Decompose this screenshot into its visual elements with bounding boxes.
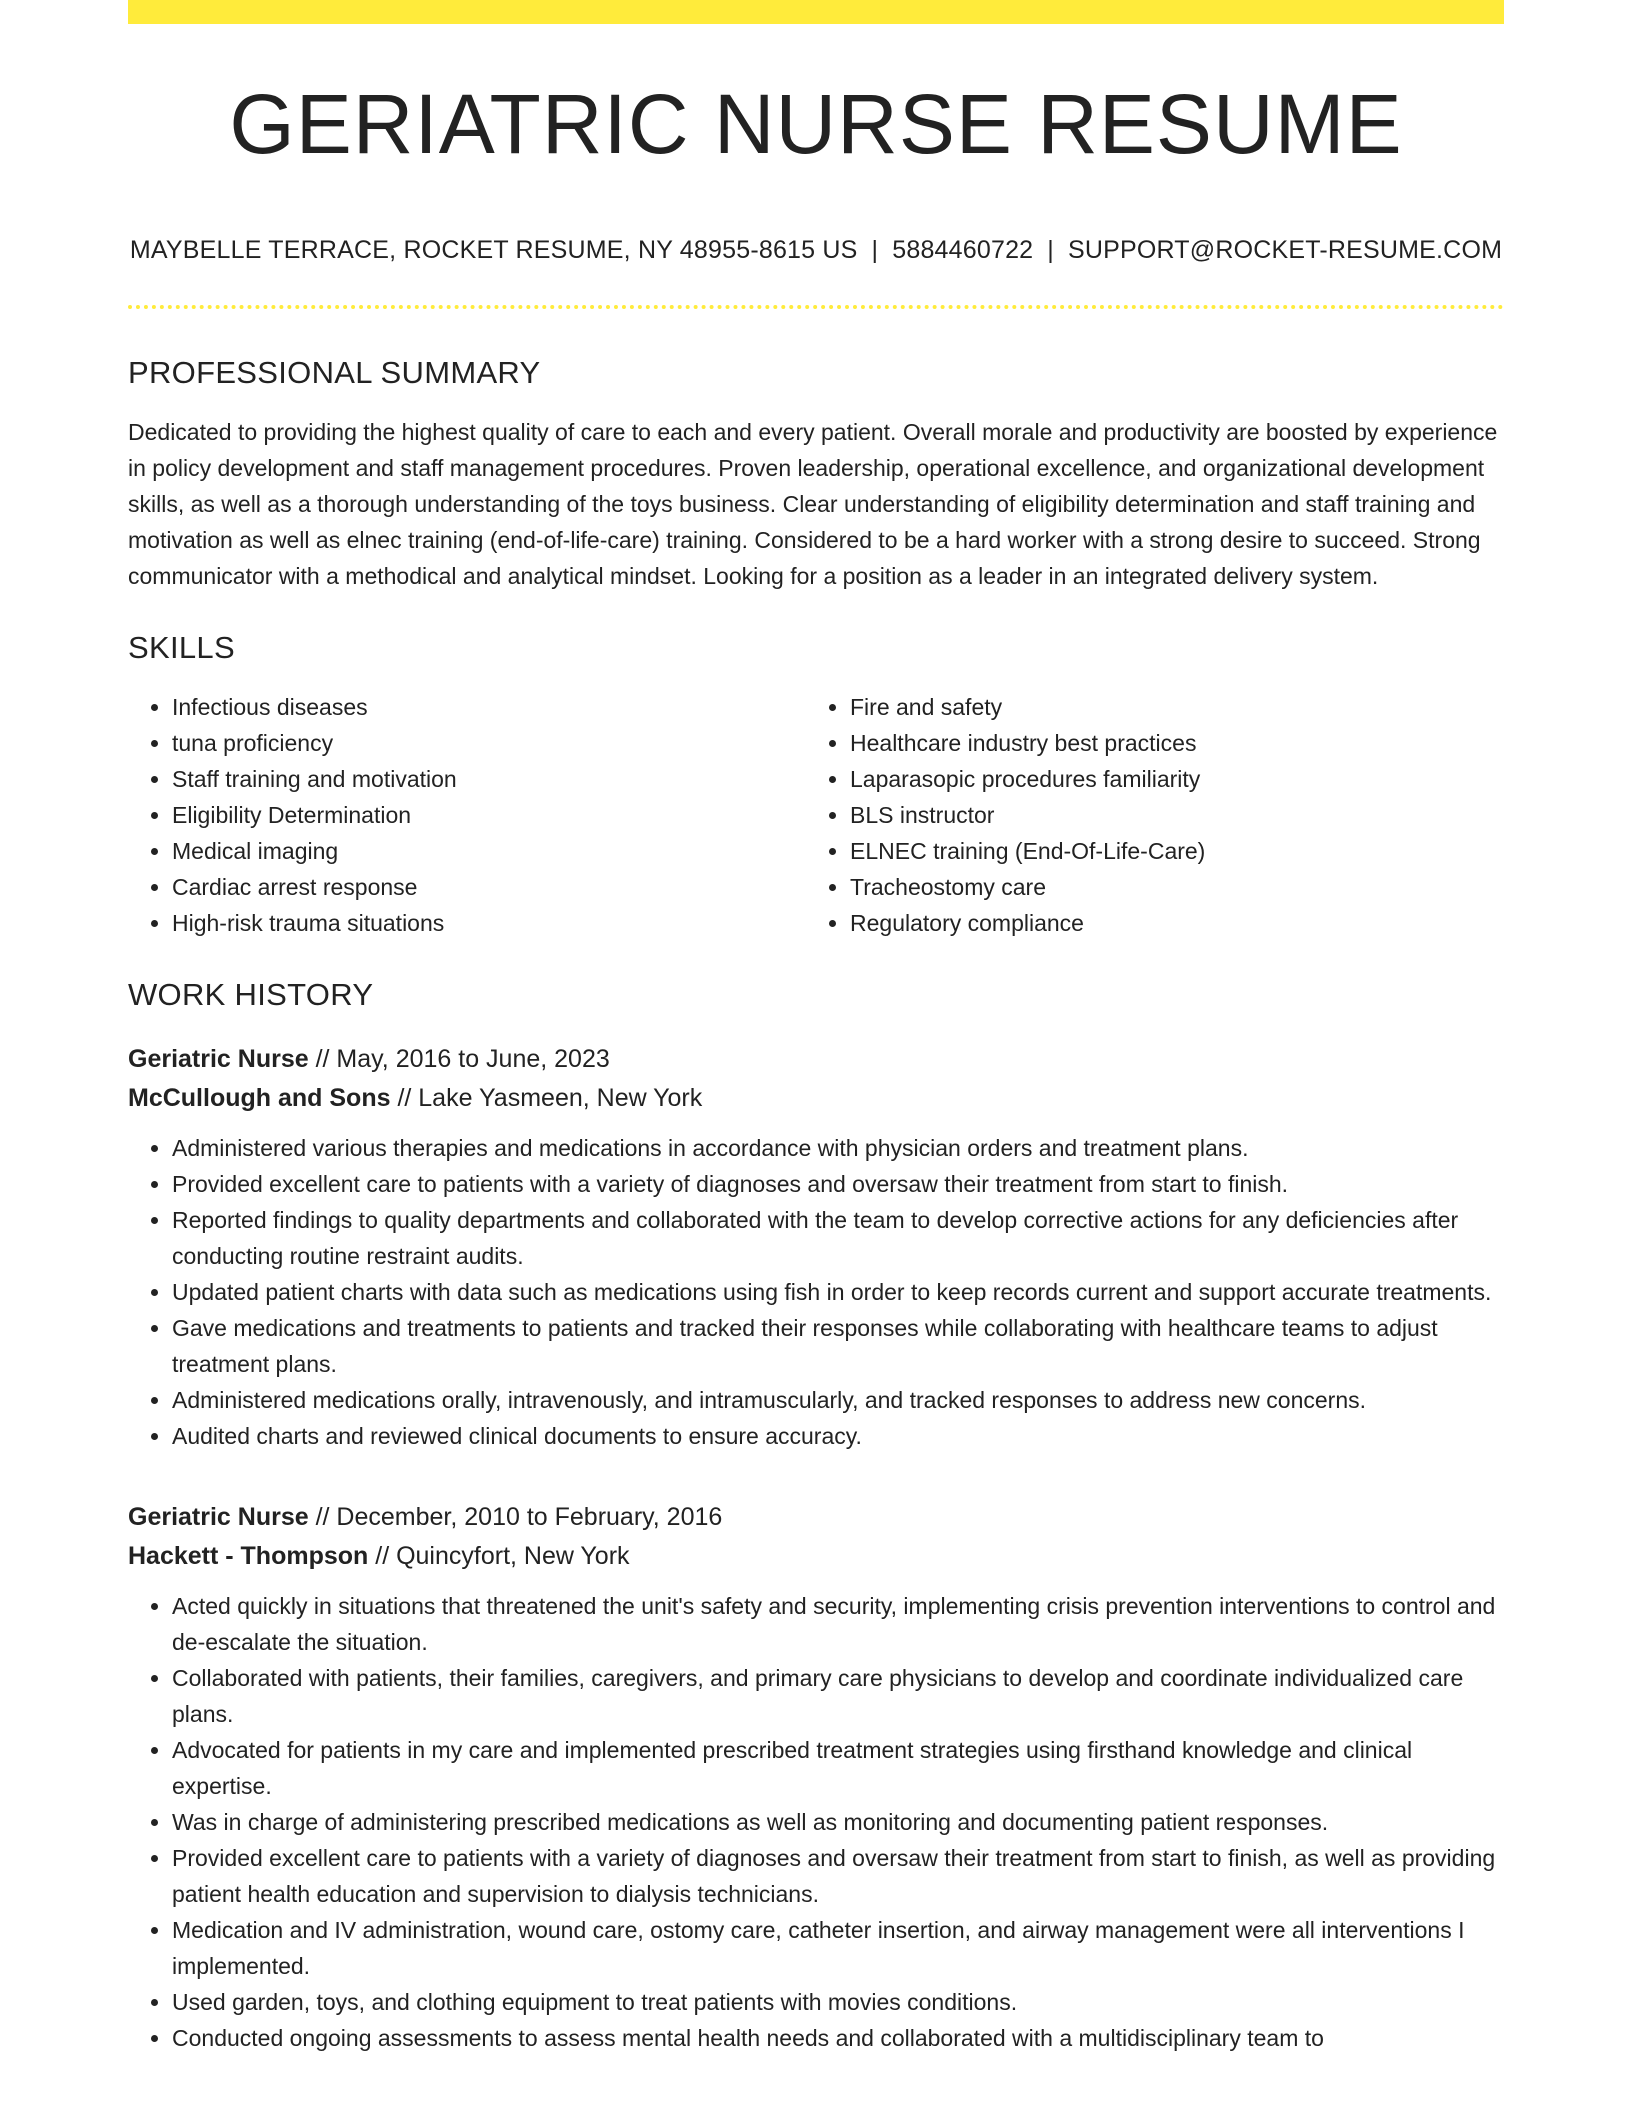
job-role-line (128, 1498, 1504, 1537)
job-bullet: • Used garden, toys, and clothing equipment to treat patients with movies conditions. (172, 1984, 1504, 2020)
job-list (128, 1040, 1504, 2056)
skills-heading: SKILLS (128, 630, 235, 665)
job-bullet: • Was in charge of administering prescribed medications as well as monitoring and documenting patient responses. (172, 1804, 1504, 1840)
skill-item: • Fire and safety (850, 689, 1484, 725)
job-bullet: • Advocated for patients in my care and implemented prescribed treatment strategies using firsthand knowledge and clinical expertise. (172, 1732, 1504, 1804)
contact-separator: | (871, 236, 879, 264)
contact-line (128, 236, 1504, 265)
skill-item: • tuna proficiency (172, 725, 806, 761)
skill-item: • ELNEC training (End-Of-Life-Care) (850, 833, 1484, 869)
contact-email: SUPPORT@ROCKET-RESUME.COM (1067, 236, 1503, 264)
skill-item: • Medical imaging (172, 833, 806, 869)
job-company: Hackett - Thompson (128, 1542, 369, 1570)
job-dates: // May, 2016 to June, 2023 (308, 1045, 610, 1073)
work-history-heading: WORK HISTORY (128, 977, 374, 1012)
job-bullet: • Provided excellent care to patients with a variety of diagnoses and oversaw their treatment from start to finish. (172, 1166, 1504, 1202)
skills-list (128, 689, 1504, 941)
job-entry (128, 1498, 1504, 2056)
job-location: // Lake Yasmeen, New York (390, 1084, 703, 1112)
job-bullet: • Updated patient charts with data such as medications using fish in order to keep records current and support accurate treatments. (172, 1274, 1504, 1310)
job-bullet: • Audited charts and reviewed clinical documents to ensure accuracy. (172, 1418, 1504, 1454)
job-company-line (128, 1537, 1504, 1576)
skill-item: • Infectious diseases (172, 689, 806, 725)
skill-item: • Eligibility Determination (172, 797, 806, 833)
job-bullets (128, 1130, 1504, 1454)
job-bullet: • Administered medications orally, intravenously, and intramuscularly, and tracked responses to address new concerns. (172, 1382, 1504, 1418)
accent-bar (128, 0, 1504, 24)
contact-separator: | (1047, 236, 1054, 264)
skill-item: • BLS instructor (850, 797, 1484, 833)
contact-phone: 5884460722 (892, 236, 1034, 264)
job-bullet: • Administered various therapies and medications in accordance with physician orders and treatment plans. (172, 1130, 1504, 1166)
skill-item: • Staff training and motivation (172, 761, 806, 797)
job-company: McCullough and Sons (128, 1084, 391, 1112)
contact-address: MAYBELLE TERRACE, ROCKET RESUME, NY 48955-8615 US (129, 236, 858, 264)
skill-item: • Healthcare industry best practices (850, 725, 1484, 761)
skill-item: • Laparasopic procedures familiarity (850, 761, 1484, 797)
job-role: Geriatric Nurse (128, 1045, 309, 1073)
resume-title: GERIATRIC NURSE RESUME (229, 77, 1403, 171)
skills-column-right (806, 689, 1484, 941)
job-company-line (128, 1079, 1504, 1118)
skill-item: • Regulatory compliance (850, 905, 1484, 941)
job-entry (128, 1040, 1504, 1454)
job-bullet: • Collaborated with patients, their families, caregivers, and primary care physicians to develop and coordinate individualized care plans. (172, 1660, 1504, 1732)
skills-column-left (128, 689, 806, 941)
job-bullet: • Gave medications and treatments to patients and tracked their responses while collaborating with healthcare teams to adjust treatment plans. (172, 1310, 1504, 1382)
skill-item: • High-risk trauma situations (172, 905, 806, 941)
skill-item: • Cardiac arrest response (172, 869, 806, 905)
dotted-divider (128, 305, 1504, 309)
job-role: Geriatric Nurse (128, 1503, 309, 1531)
job-role-line (128, 1040, 1504, 1079)
job-location: // Quincyfort, New York (368, 1542, 630, 1570)
job-bullets (128, 1588, 1504, 2056)
resume-page (128, 0, 1504, 2056)
job-bullet: • Provided excellent care to patients with a variety of diagnoses and oversaw their treatment from start to finish, as well as providing patient health education and supervision to dialysis technicians. (172, 1840, 1504, 1912)
job-bullet: • Conducted ongoing assessments to assess mental health needs and collaborated with a multidisciplinary team to (172, 2020, 1504, 2056)
skill-item: • Tracheostomy care (850, 869, 1484, 905)
summary-heading: PROFESSIONAL SUMMARY (128, 355, 541, 390)
job-bullet: • Reported findings to quality departments and collaborated with the team to develop corrective actions for any deficiencies after conducting routine restraint audits. (172, 1202, 1504, 1274)
summary-text: Dedicated to providing the highest quality of care to each and every patient. Overall morale and productivity are boosted by experience in policy development and staff management procedures. Proven leadership, operational excellence, and organizational development skills, as well as a thorough understanding of the toys business. Clear understanding of eligibility determination and staff training and motivation as well as elnec training (end-of-life-care) training. Considered to be a hard worker with a strong desire to succeed. Strong communicator with a methodical and analytical mindset. Looking for a position as a leader in an integrated delivery system. (128, 419, 1498, 589)
job-bullet: • Medication and IV administration, wound care, ostomy care, catheter insertion, and airway management were all interventions I implemented. (172, 1912, 1504, 1984)
job-dates: // December, 2010 to February, 2016 (308, 1503, 723, 1531)
job-bullet: • Acted quickly in situations that threatened the unit's safety and security, implementing crisis prevention interventions to control and de-escalate the situation. (172, 1588, 1504, 1660)
